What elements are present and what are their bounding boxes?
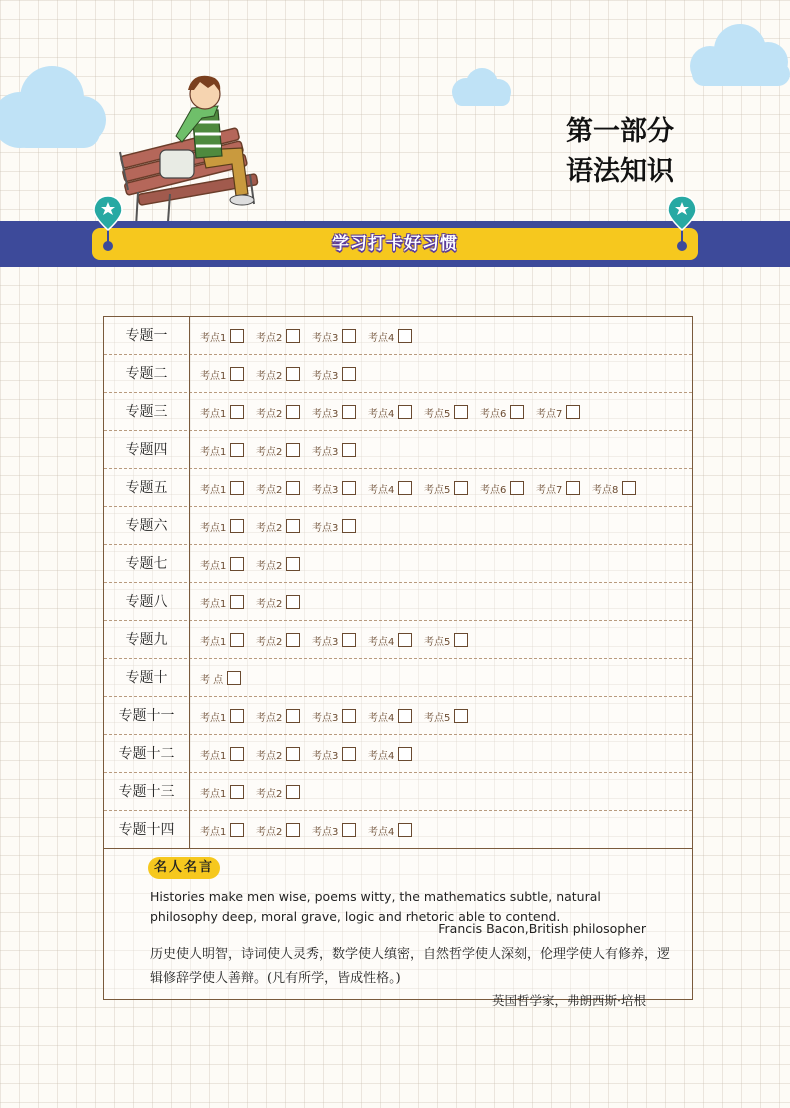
boy-on-bench-illustration [110,72,280,232]
checkpoint-label: 考点3 [312,446,339,458]
topic-row [104,811,692,849]
cloud-right [682,22,790,90]
checkpoint-checkbox[interactable] [286,443,300,457]
checkpoint-list [200,773,312,811]
checkpoint-checkbox[interactable] [230,747,244,761]
checkpoint-item [368,481,424,496]
checkpoint-item [256,443,312,458]
checkpoint-checkbox[interactable] [286,519,300,533]
checkpoint-label: 考点2 [256,446,283,458]
checkpoint-label: 考点7 [536,408,563,420]
checkpoint-checkbox[interactable] [398,405,412,419]
checkpoint-label: 考点2 [256,370,283,382]
checkpoint-item [256,519,312,534]
checkpoint-item [312,367,368,382]
checkpoint-label: 考点8 [592,484,619,496]
checkpoint-label: 考点1 [200,408,227,420]
checkpoint-item [200,595,256,610]
checkpoint-item [200,747,256,762]
checkpoint-label: 考点2 [256,522,283,534]
checkpoint-item [200,443,256,458]
checkpoint-list [200,697,480,735]
checkpoint-checkbox[interactable] [342,519,356,533]
checkpoint-item [312,405,368,420]
topic-label: 专题十三 [104,773,190,811]
checkpoint-checkbox[interactable] [342,443,356,457]
part-title-line1: 第一部分 [566,116,674,147]
topic-label: 专题八 [104,583,190,621]
checkpoint-list [200,393,592,431]
topic-row [104,431,692,469]
checkpoint-label: 考点3 [312,636,339,648]
checkpoint-checkbox[interactable] [566,481,580,495]
checkpoint-checkbox[interactable] [230,443,244,457]
checkpoint-item [200,481,256,496]
checkpoint-label: 考点4 [368,636,395,648]
checkpoint-checkbox[interactable] [342,329,356,343]
checkpoint-item [424,481,480,496]
checkpoint-item [256,481,312,496]
checkpoint-checkbox[interactable] [342,709,356,723]
checkpoint-item [536,481,592,496]
checkpoint-checkbox[interactable] [398,709,412,723]
checkpoint-checkbox[interactable] [230,557,244,571]
checkpoint-list [200,317,424,355]
checkpoint-label: 考点2 [256,788,283,800]
checkpoint-checkbox[interactable] [230,481,244,495]
checkpoint-label: 考点1 [200,522,227,534]
checkpoint-label: 考点3 [312,370,339,382]
checkpoint-item [312,329,368,344]
topic-row [104,507,692,545]
checkpoint-item [256,595,312,610]
topic-label: 专题三 [104,393,190,431]
checkpoint-checkbox[interactable] [510,481,524,495]
topic-label: 专题十四 [104,811,190,849]
location-pin-right-icon [666,194,698,254]
checkpoint-list [200,621,480,659]
checkpoint-list [200,545,312,583]
topic-row [104,621,692,659]
checkpoint-label: 考点5 [424,636,451,648]
checkpoint-checkbox[interactable] [622,481,636,495]
checkpoint-item [424,633,480,648]
checklist-table [103,316,693,1008]
checkpoint-list [200,355,368,393]
topic-label: 专题十 [104,659,190,697]
checkpoint-checkbox[interactable] [398,823,412,837]
checkpoint-label: 考点2 [256,332,283,344]
cloud-left [0,58,115,153]
checkpoint-label: 考点3 [312,484,339,496]
checkpoint-item [312,443,368,458]
checkpoint-label: 考点2 [256,750,283,762]
quote-tag: 名人名言 [148,857,220,879]
topic-row [104,583,692,621]
checkpoint-checkbox[interactable] [286,823,300,837]
quote-english-author: Francis Bacon,British philosopher [438,921,646,936]
checkpoint-label: 考点3 [312,522,339,534]
checkpoint-item [256,329,312,344]
checkpoint-checkbox[interactable] [286,709,300,723]
checkpoint-label: 考点2 [256,598,283,610]
checkpoint-item [200,709,256,724]
checkpoint-list [200,583,312,621]
checkpoint-checkbox[interactable] [286,785,300,799]
checkpoint-item [200,367,256,382]
checkpoint-label: 考点2 [256,408,283,420]
checkpoint-item [312,481,368,496]
checkpoint-checkbox[interactable] [286,747,300,761]
checkpoint-item [200,785,256,800]
checkpoint-checkbox[interactable] [398,481,412,495]
checkpoint-checkbox[interactable] [230,367,244,381]
topic-label: 专题五 [104,469,190,507]
checkpoint-item [256,367,312,382]
checkpoint-item [256,823,312,838]
quote-section [104,849,692,1008]
topic-label: 专题四 [104,431,190,469]
checkpoint-item [312,823,368,838]
checkpoint-item [256,747,312,762]
checkpoint-checkbox[interactable] [286,481,300,495]
checkpoint-list [200,811,424,849]
checkpoint-item [368,405,424,420]
checkpoint-checkbox[interactable] [566,405,580,419]
checkpoint-item [200,823,256,838]
topic-label: 专题六 [104,507,190,545]
checkpoint-checkbox[interactable] [230,709,244,723]
checkpoint-checkbox[interactable] [454,405,468,419]
checkpoint-item [312,709,368,724]
checkpoint-label: 考点4 [368,712,395,724]
checkpoint-label: 考点1 [200,712,227,724]
checkpoint-checkbox[interactable] [510,405,524,419]
checkpoint-label: 考点1 [200,560,227,572]
checkpoint-checkbox[interactable] [230,785,244,799]
checkpoint-label: 考点1 [200,446,227,458]
topic-label: 专题十一 [104,697,190,735]
checkpoint-label: 考点1 [200,636,227,648]
checkpoint-checkbox[interactable] [230,405,244,419]
checkpoint-item [200,405,256,420]
checkpoint-label: 考点4 [368,826,395,838]
checkpoint-item [368,823,424,838]
checkpoint-item [200,671,256,686]
banner-title: 学习打卡好习惯 [332,234,458,254]
checkpoint-checkbox[interactable] [286,367,300,381]
checkpoint-checkbox[interactable] [227,671,241,685]
checkpoint-checkbox[interactable] [398,329,412,343]
checkpoint-checkbox[interactable] [286,557,300,571]
checkpoint-label: 考点1 [200,370,227,382]
checkpoint-item [480,481,536,496]
checkpoint-label: 考点3 [312,408,339,420]
cloud-middle [446,66,516,108]
quote-chinese-author: 英国哲学家，弗朗西斯·培根 [492,993,646,1008]
checkpoint-item [480,405,536,420]
checkpoint-checkbox[interactable] [230,519,244,533]
checkpoint-item [536,405,592,420]
part-title-line2: 语法知识 [566,156,674,187]
checkpoint-item [368,633,424,648]
checkpoint-label: 考点3 [312,332,339,344]
topic-row [104,317,692,355]
checkpoint-label: 考点6 [480,484,507,496]
topic-row [104,355,692,393]
checkpoint-label: 考点2 [256,636,283,648]
checkpoint-checkbox[interactable] [342,481,356,495]
topic-row [104,393,692,431]
checkpoint-list [200,469,648,507]
checkpoint-list [200,735,424,773]
checkpoint-list [200,507,368,545]
checkpoint-item [256,557,312,572]
checkpoint-checkbox[interactable] [398,633,412,647]
checkpoint-item [312,633,368,648]
checkpoint-label: 考点6 [480,408,507,420]
checkpoint-list [200,659,256,697]
checkpoint-checkbox[interactable] [398,747,412,761]
checkpoint-item [368,747,424,762]
topic-label: 专题七 [104,545,190,583]
checkpoint-item [368,709,424,724]
checkpoint-item [256,633,312,648]
checkpoint-label: 考点1 [200,598,227,610]
checkpoint-label: 考点2 [256,484,283,496]
checkpoint-label: 考点5 [424,712,451,724]
topic-label: 专题十二 [104,735,190,773]
quote-english: Histories make men wise, poems witty, the mathematics subtle, natural philosophy deep, moral grave, logic and rhetoric able to contend. [150,889,601,924]
checkpoint-label: 考点1 [200,788,227,800]
checkpoint-label: 考 点 [200,674,224,686]
checkpoint-item [312,747,368,762]
checkpoint-label: 考点2 [256,560,283,572]
checkpoint-item [368,329,424,344]
checkpoint-checkbox[interactable] [230,595,244,609]
checkpoint-checkbox[interactable] [286,405,300,419]
checkpoint-item [256,405,312,420]
checkpoint-item [200,519,256,534]
checkpoint-item [200,329,256,344]
part-title [566,112,674,192]
topic-row [104,659,692,697]
topic-row [104,735,692,773]
checkpoint-checkbox[interactable] [454,481,468,495]
checkpoint-checkbox[interactable] [286,633,300,647]
location-pin-left-icon [92,194,124,254]
checkpoint-label: 考点4 [368,484,395,496]
topic-row [104,545,692,583]
checkpoint-checkbox[interactable] [454,633,468,647]
checkpoint-label: 考点2 [256,712,283,724]
checkpoint-checkbox[interactable] [230,633,244,647]
checkpoint-item [256,709,312,724]
checkpoint-label: 考点1 [200,332,227,344]
checkpoint-item [200,633,256,648]
checkpoint-item [424,405,480,420]
checkpoint-checkbox[interactable] [286,329,300,343]
checkpoint-checkbox[interactable] [230,823,244,837]
checkpoint-label: 考点3 [312,750,339,762]
topic-label: 专题一 [104,317,190,355]
checkpoint-checkbox[interactable] [342,747,356,761]
checkpoint-label: 考点1 [200,826,227,838]
checkpoint-label: 考点3 [312,826,339,838]
topic-row [104,697,692,735]
checkpoint-checkbox[interactable] [230,329,244,343]
checkpoint-label: 考点1 [200,750,227,762]
checkpoint-label: 考点4 [368,332,395,344]
checkpoint-label: 考点3 [312,712,339,724]
checkpoint-checkbox[interactable] [342,405,356,419]
checkpoint-label: 考点1 [200,484,227,496]
topic-label: 专题二 [104,355,190,393]
checkpoint-list [200,431,368,469]
topic-label: 专题九 [104,621,190,659]
checkpoint-label: 考点4 [368,408,395,420]
checkpoint-label: 考点5 [424,484,451,496]
quote-chinese: 历史使人明智，诗词使人灵秀，数学使人缜密，自然哲学使人深刻，伦理学使人有修养，逻辑修辞学使人善辩。(凡有所学，皆成性格。) [150,947,671,986]
checkpoint-label: 考点4 [368,750,395,762]
checkpoint-item [256,785,312,800]
checkpoint-item [312,519,368,534]
checkpoint-checkbox[interactable] [286,595,300,609]
checkpoint-checkbox[interactable] [342,823,356,837]
checkpoint-item [424,709,480,724]
checkpoint-checkbox[interactable] [454,709,468,723]
checkpoint-checkbox[interactable] [342,367,356,381]
checkpoint-label: 考点2 [256,826,283,838]
checkpoint-item [592,481,648,496]
topic-row [104,773,692,811]
checkpoint-checkbox[interactable] [342,633,356,647]
checkpoint-label: 考点7 [536,484,563,496]
checkpoint-item [200,557,256,572]
checkpoint-label: 考点5 [424,408,451,420]
topic-row [104,469,692,507]
